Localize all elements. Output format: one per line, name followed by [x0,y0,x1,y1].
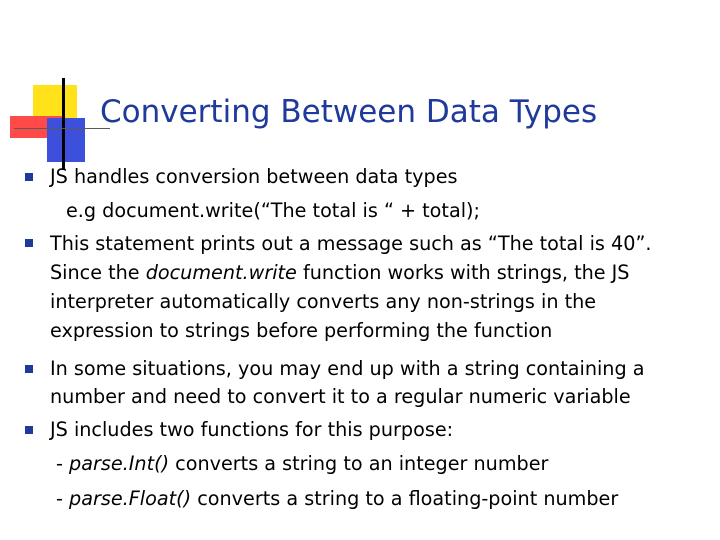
bullet-4-text: JS includes two functions for this purpose: [50,418,454,441]
bullet-2-line-2-before: Since the [50,261,146,284]
bullet-4-function-1 [56,450,548,477]
bullet-3-line-1: In some situations, you may end up with a string containing a [50,357,645,380]
bullet-4-function-1-name: parse.Int() [69,452,170,475]
bullet-2-line-2-after: function works with strings, the JS [296,261,630,284]
bullet-2-line-4: expression to strings before performing the function [50,319,553,342]
decorative-blue-square [47,118,85,162]
bullet-4-function-1-description: converts a string to an integer number [169,452,549,475]
bullet-2-line-1: This statement prints out a message such as “The total is 40”. [50,232,652,255]
bullet-4-function-1-dash: - [56,452,70,475]
bullet-2-line-2-emphasis: document.write [145,261,297,284]
bullet-2-line-2 [50,259,630,286]
bullet-4-function-2-name: parse.Float() [69,487,192,510]
slide-title: Converting Between Data Types [100,94,598,130]
bullet-3-line-2: number and need to convert it to a regular numeric variable [50,385,631,408]
decorative-horizontal-line [14,128,110,129]
bullet-marker-3 [25,365,33,373]
decorative-vertical-line [62,78,65,170]
bullet-2-line-3: interpreter automatically converts any non-strings in the [50,290,597,313]
bullet-4-function-2-dash: - [56,487,70,510]
bullet-marker-2 [25,239,33,247]
bullet-4-function-2-description: converts a string to a floating-point number [191,487,619,510]
bullet-marker-4 [25,426,33,434]
bullet-1-text: JS handles conversion between data types [50,165,458,188]
bullet-4-function-2 [56,485,618,512]
bullet-1-example: e.g document.write(“The total is “ + total); [66,199,480,222]
bullet-marker-1 [25,173,33,181]
